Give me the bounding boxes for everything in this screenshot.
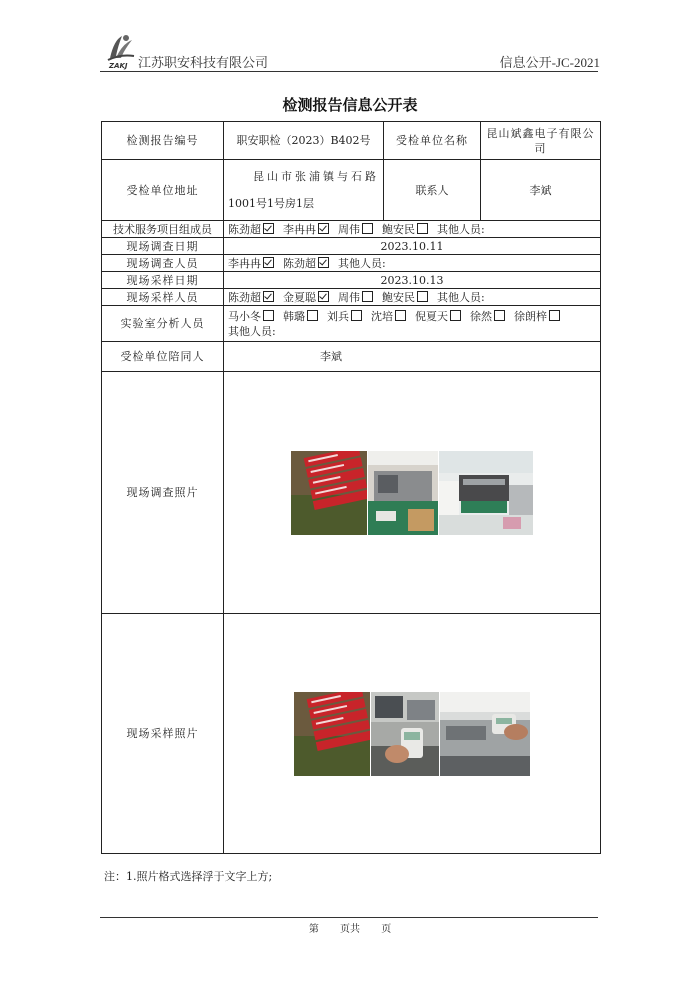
- report-no-label: 检测报告编号: [102, 122, 224, 160]
- survey-photo-strip: [228, 451, 596, 535]
- team-label: 技术服务项目组成员: [102, 221, 224, 238]
- lab-entry: [371, 310, 409, 323]
- samplers-person-name: 鲍安民: [382, 290, 415, 304]
- samplers-person-name: 周伟: [338, 290, 360, 304]
- survey-photo-sign: [291, 451, 367, 535]
- samplers-entry: [283, 291, 332, 304]
- sampling-photos-cell: [224, 614, 601, 854]
- page-header: [100, 30, 600, 72]
- page-title: 检测报告信息公开表: [282, 96, 418, 114]
- surveyors-entry: [283, 257, 332, 270]
- address-line-1: 昆山市张浦镇与石路: [253, 170, 379, 183]
- company-logo-icon: [104, 30, 138, 70]
- checked-box-icon: [318, 223, 329, 234]
- unchecked-box-icon: [417, 223, 428, 234]
- team-entry: [338, 223, 376, 236]
- sampling-photo-strip: [228, 692, 596, 776]
- surveyors-person-name: 李冉冉: [228, 256, 261, 270]
- escort-name: 李斌: [320, 350, 342, 363]
- survey-photos-cell: [224, 372, 601, 614]
- sampling-date-label: 现场采样日期: [102, 272, 224, 289]
- lab-entry: [514, 310, 563, 323]
- team-other-label: 其他人员:: [437, 222, 485, 236]
- checked-box-icon: [318, 257, 329, 268]
- lab-person-name: 刘兵: [327, 309, 349, 323]
- samplers-entry: [228, 291, 277, 304]
- lab-entry: [327, 310, 365, 323]
- surveyors-list: [224, 255, 601, 272]
- unchecked-box-icon: [450, 310, 461, 321]
- escort-value: [224, 342, 601, 372]
- checked-box-icon: [263, 257, 274, 268]
- samplers-list: [224, 289, 601, 306]
- unchecked-box-icon: [494, 310, 505, 321]
- sampling-photo-sign: [294, 692, 370, 776]
- address-value: [224, 160, 384, 221]
- samplers-person-name: 陈劲超: [228, 290, 261, 304]
- samplers-person-name: 金夏聪: [283, 290, 316, 304]
- unchecked-box-icon: [351, 310, 362, 321]
- sampling-photo-lathe: [440, 692, 530, 776]
- client-name-value: 昆山斌鑫电子有限公司: [481, 122, 601, 160]
- lab-entry: [415, 310, 464, 323]
- surveyors-entry: [228, 257, 277, 270]
- lab-person-name: 徐朗梓: [514, 309, 547, 323]
- team-person-name: 李冉冉: [283, 222, 316, 236]
- lab-entry: [283, 310, 321, 323]
- unchecked-box-icon: [362, 223, 373, 234]
- samplers-entry: [338, 291, 376, 304]
- footnote: 注：1.照片格式选择浮于文字上方;: [104, 870, 273, 883]
- unchecked-box-icon: [263, 310, 274, 321]
- checked-box-icon: [318, 291, 329, 302]
- team-list: [224, 221, 601, 238]
- samplers-label: 现场采样人员: [102, 289, 224, 306]
- surveyors-label: 现场调查人员: [102, 255, 224, 272]
- checked-box-icon: [263, 223, 274, 234]
- team-person-name: 鲍安民: [382, 222, 415, 236]
- info-table: [101, 121, 601, 854]
- surveyors-person-name: 陈劲超: [283, 256, 316, 270]
- sampling-photo-meter: [371, 692, 439, 776]
- address-label: 受检单位地址: [102, 160, 224, 221]
- footer-page-prefix: 第: [308, 924, 319, 935]
- escort-label: 受检单位陪同人: [102, 342, 224, 372]
- contact-label: 联系人: [384, 160, 481, 221]
- team-entry: [382, 223, 431, 236]
- lab-entry: [228, 310, 277, 323]
- document-code: 信息公开-JC-2021: [499, 55, 600, 70]
- lab-entry: [470, 310, 508, 323]
- team-entry: [283, 223, 332, 236]
- footer-page-suffix: 页: [381, 924, 392, 935]
- survey-photos-label: 现场调查照片: [102, 372, 224, 614]
- footer-divider: [100, 917, 598, 918]
- team-person-name: 周伟: [338, 222, 360, 236]
- contact-value: 李斌: [481, 160, 601, 221]
- survey-date-label: 现场调查日期: [102, 238, 224, 255]
- sampling-date-value: 2023.10.13: [224, 272, 601, 289]
- unchecked-box-icon: [307, 310, 318, 321]
- unchecked-box-icon: [417, 291, 428, 302]
- survey-photo-workshop: [439, 451, 533, 535]
- lab-list: [224, 306, 601, 342]
- unchecked-box-icon: [395, 310, 406, 321]
- samplers-entry: [382, 291, 431, 304]
- address-line-2: 1001号1号房1层: [228, 197, 314, 210]
- team-person-name: 陈劲超: [228, 222, 261, 236]
- client-name-label: 受检单位名称: [384, 122, 481, 160]
- lab-person-name: 沈培: [371, 309, 393, 323]
- surveyors-other-label: 其他人员:: [338, 256, 386, 270]
- header-divider: [100, 71, 598, 72]
- footer-page-middle: 页共: [340, 924, 360, 935]
- unchecked-box-icon: [549, 310, 560, 321]
- survey-date-value: 2023.10.11: [224, 238, 601, 255]
- lab-other-label: 其他人员:: [228, 324, 276, 338]
- team-entry: [228, 223, 277, 236]
- lab-person-name: 马小冬: [228, 309, 261, 323]
- survey-photo-machine: [368, 451, 438, 535]
- lab-person-name: 徐然: [470, 309, 492, 323]
- company-name: 江苏职安科技有限公司: [138, 56, 269, 71]
- lab-label: 实验室分析人员: [102, 306, 224, 342]
- lab-person-name: 韩璐: [283, 309, 305, 323]
- report-no-value: 职安职检（2023）B402号: [224, 122, 384, 160]
- lab-person-name: 倪夏天: [415, 309, 448, 323]
- page-footer: [0, 920, 700, 935]
- checked-box-icon: [263, 291, 274, 302]
- sampling-photos-label: 现场采样照片: [102, 614, 224, 854]
- samplers-other-label: 其他人员:: [437, 290, 485, 304]
- unchecked-box-icon: [362, 291, 373, 302]
- svg-text:ZAKJ: ZAKJ: [109, 62, 128, 70]
